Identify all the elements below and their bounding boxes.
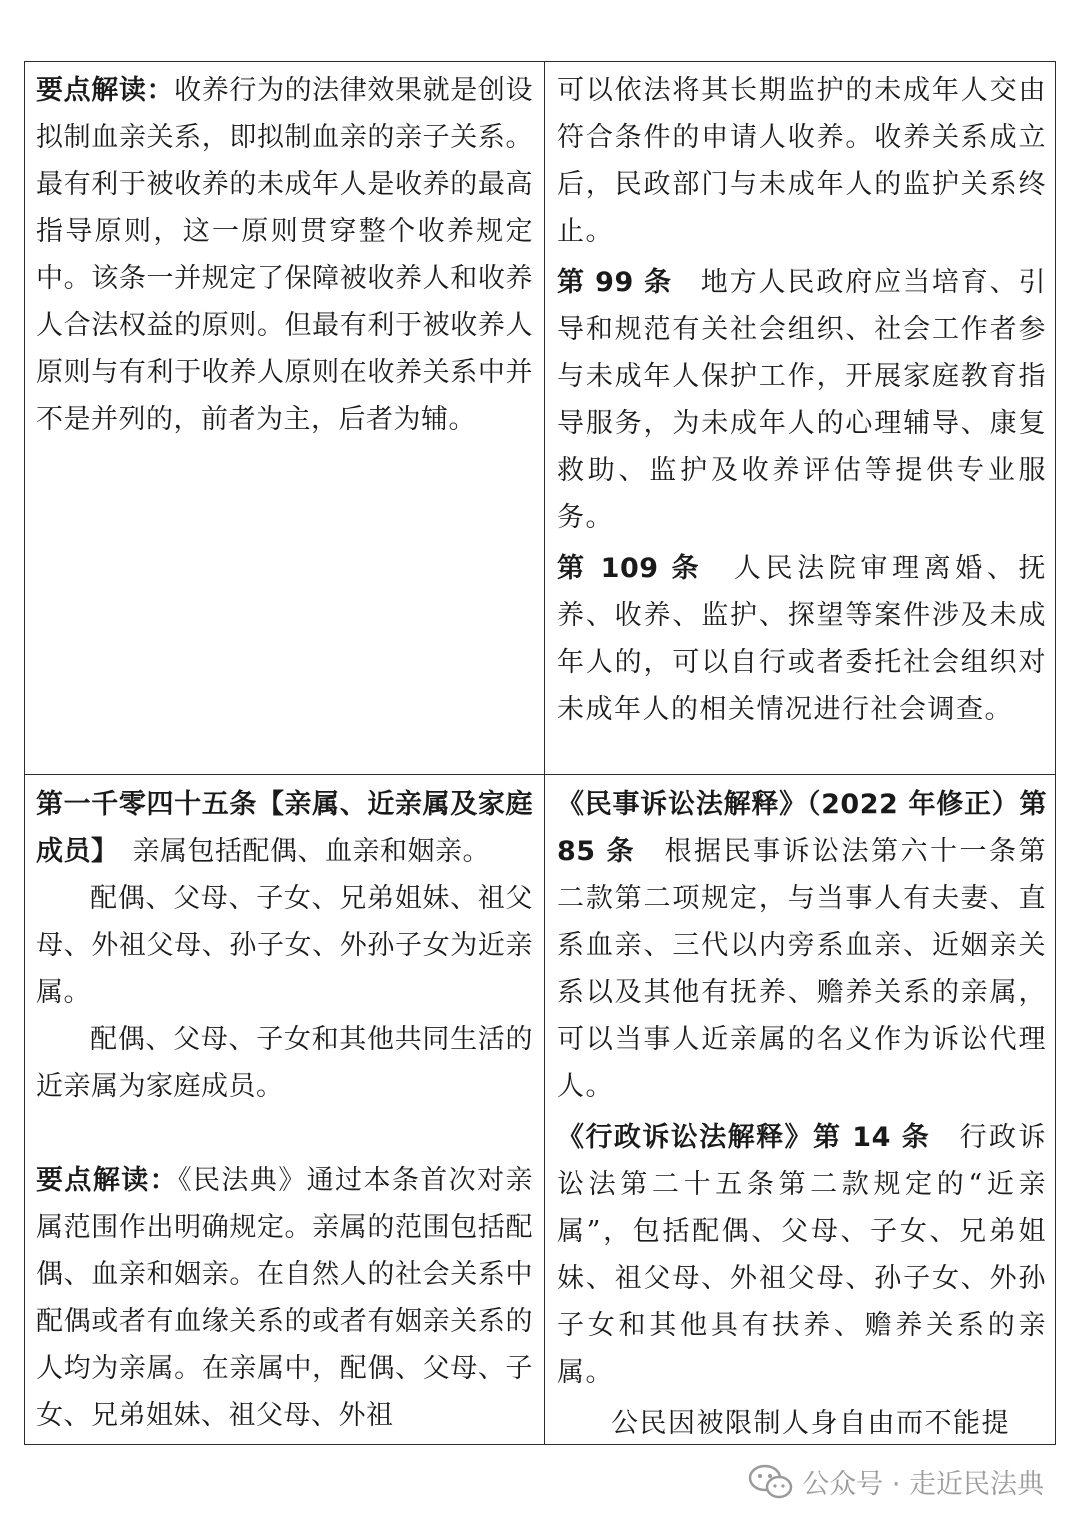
column-divider <box>544 62 545 1444</box>
article-99-text: 地方人民政府应当培育、引导和规范有关社会组织、社会工作者参与未成年人保护工作，开展家庭教育指导服务，为未成年人的心理辅导、康复救助、监护及收养评估等提供专业服务。 <box>557 267 1047 533</box>
reference-civil-procedure <box>557 781 1047 1110</box>
cell-top-right <box>557 67 1047 767</box>
interpretation-label: 要点解读： <box>36 75 175 106</box>
article-99-label: 第 99 条 <box>557 267 672 298</box>
reference-2-text: 行政诉讼法第二十五条第二款规定的“近亲属”，包括配偶、父母、子女、兄弟姐妹、祖父母、外祖父母、孙子女、外孙子女和其他具有扶养、赡养关系的亲属。 <box>557 1122 1047 1388</box>
interpretation-label: 要点解读： <box>36 1165 179 1196</box>
watermark-text: 公众号 · 走近民法典 <box>802 1469 1044 1500</box>
reference-1-label: 《民事诉讼法解释》（2022 年修正）第 85 条 <box>557 789 1047 867</box>
cell-top-left <box>36 67 533 767</box>
interpretation-paragraph <box>36 67 533 443</box>
article-heading: 第一千零四十五条【亲属、近亲属及家庭成员】 <box>36 789 533 867</box>
article-109-label: 第 109 条 <box>557 553 703 584</box>
article-paragraph-3: 配偶、父母、子女和其他共同生活的近亲属为家庭成员。 <box>36 1024 533 1102</box>
article-99 <box>557 259 1047 541</box>
interpretation-paragraph <box>36 1157 533 1439</box>
article-109-text: 人民法院审理离婚、抚养、收养、监护、探望等案件涉及未成年人的，可以自行或者委托社会组织对未成年人的相关情况进行社会调查。 <box>557 553 1047 725</box>
comparison-table <box>24 61 1056 1445</box>
article-109 <box>557 545 1047 733</box>
reference-tail-paragraph: 公民因被限制人身自由而不能提 <box>611 1408 1010 1439</box>
row-divider <box>25 774 1055 775</box>
continued-text: 可以依法将其长期监护的未成年人交由符合条件的申请人收养。收养关系成立后，民政部门与未成年人的监护关系终止。 <box>557 75 1047 247</box>
article-paragraph-2: 配偶、父母、子女、兄弟姐妹、祖父母、外祖父母、孙子女、外孙子女为近亲属。 <box>36 883 533 1008</box>
cell-bottom-left <box>36 781 533 1441</box>
watermark <box>748 1462 1044 1501</box>
reference-1-text: 根据民事诉讼法第六十一条第二款第二项规定，与当事人有夫妻、直系血亲、三代以内旁系血亲、近姻亲关系以及其他有抚养、赡养关系的亲属，可以当事人近亲属的名义作为诉讼代理人。 <box>557 836 1047 1102</box>
reference-2-label: 《行政诉讼法解释》第 14 条 <box>557 1122 931 1153</box>
reference-administrative-procedure <box>557 1114 1047 1396</box>
interpretation-text: 收养行为的法律效果就是创设拟制血亲关系，即拟制血亲的亲子关系。最有利于被收养的未成年人是收养的最高指导原则，这一原则贯穿整个收养规定中。该条一并规定了保障被收养人和收养人合法权益的原则。但最有利于被收养人原则与有利于收养人原则在收养关系中并不是并列的，前者为主，后者为辅。 <box>36 75 533 435</box>
article-paragraph-1: 亲属包括配偶、血亲和姻亲。 <box>132 836 490 867</box>
cell-bottom-right <box>557 781 1047 1441</box>
wechat-icon <box>748 1464 794 1500</box>
article-1045 <box>36 781 533 875</box>
interpretation-text: 《民法典》通过本条首次对亲属范围作出明确规定。亲属的范围包括配偶、血亲和姻亲。在自然人的社会关系中配偶或者有血缘关系的或者有姻亲关系的人均为亲属。在亲属中，配偶、父母、子女、兄弟姐妹、祖父母、外祖 <box>36 1165 533 1431</box>
